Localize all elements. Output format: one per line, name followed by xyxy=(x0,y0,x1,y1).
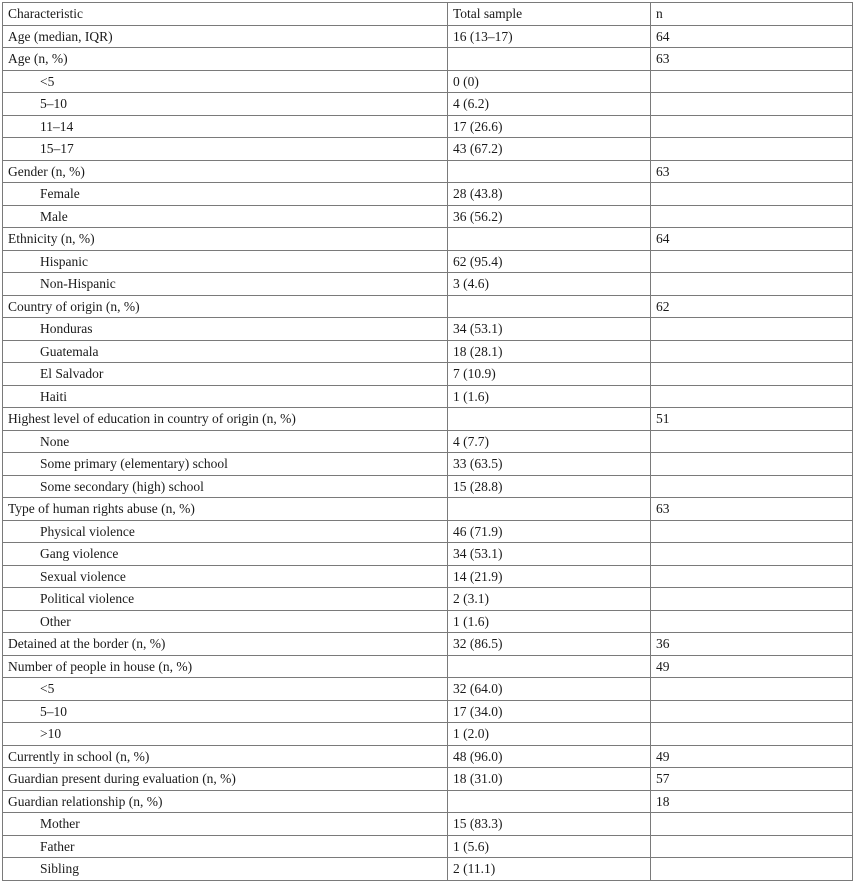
cell-total-sample: 17 (34.0) xyxy=(448,700,651,723)
cell-characteristic: Country of origin (n, %) xyxy=(3,295,448,318)
table-header-row xyxy=(3,3,853,26)
cell-total-sample: 36 (56.2) xyxy=(448,205,651,228)
cell-total-sample: 15 (28.8) xyxy=(448,475,651,498)
table-row xyxy=(3,813,853,836)
cell-n xyxy=(651,318,853,341)
cell-n: 64 xyxy=(651,228,853,251)
cell-total-sample: 33 (63.5) xyxy=(448,453,651,476)
cell-n: 63 xyxy=(651,160,853,183)
cell-characteristic: Ethnicity (n, %) xyxy=(3,228,448,251)
cell-characteristic: Gang violence xyxy=(3,543,448,566)
cell-characteristic: Sexual violence xyxy=(3,565,448,588)
cell-total-sample: 18 (31.0) xyxy=(448,768,651,791)
cell-n: 36 xyxy=(651,633,853,656)
cell-n: 63 xyxy=(651,48,853,71)
cell-n xyxy=(651,813,853,836)
cell-total-sample: 62 (95.4) xyxy=(448,250,651,273)
table-row xyxy=(3,205,853,228)
cell-total-sample: 48 (96.0) xyxy=(448,745,651,768)
table-row xyxy=(3,498,853,521)
cell-n xyxy=(651,565,853,588)
table-row xyxy=(3,340,853,363)
cell-total-sample: 46 (71.9) xyxy=(448,520,651,543)
cell-characteristic: Female xyxy=(3,183,448,206)
table-row xyxy=(3,790,853,813)
cell-characteristic: Type of human rights abuse (n, %) xyxy=(3,498,448,521)
cell-total-sample: 1 (2.0) xyxy=(448,723,651,746)
cell-total-sample: 4 (7.7) xyxy=(448,430,651,453)
cell-characteristic: Other xyxy=(3,610,448,633)
table-row xyxy=(3,430,853,453)
table-row xyxy=(3,723,853,746)
cell-characteristic: Age (n, %) xyxy=(3,48,448,71)
table-row xyxy=(3,183,853,206)
cell-characteristic: Father xyxy=(3,835,448,858)
cell-total-sample: 17 (26.6) xyxy=(448,115,651,138)
characteristics-table xyxy=(2,2,853,881)
cell-total-sample: 34 (53.1) xyxy=(448,318,651,341)
cell-characteristic: Mother xyxy=(3,813,448,836)
table-row xyxy=(3,115,853,138)
table-row xyxy=(3,700,853,723)
cell-n xyxy=(651,520,853,543)
cell-characteristic: <5 xyxy=(3,678,448,701)
cell-total-sample: 1 (1.6) xyxy=(448,610,651,633)
cell-n xyxy=(651,250,853,273)
cell-n xyxy=(651,138,853,161)
cell-characteristic: Honduras xyxy=(3,318,448,341)
table-row xyxy=(3,543,853,566)
cell-total-sample: 1 (5.6) xyxy=(448,835,651,858)
cell-n xyxy=(651,93,853,116)
cell-total-sample: 7 (10.9) xyxy=(448,363,651,386)
cell-n xyxy=(651,115,853,138)
table-row xyxy=(3,295,853,318)
cell-total-sample: 2 (11.1) xyxy=(448,858,651,881)
cell-characteristic: None xyxy=(3,430,448,453)
table-row xyxy=(3,228,853,251)
cell-characteristic: 15–17 xyxy=(3,138,448,161)
table-row xyxy=(3,745,853,768)
cell-characteristic: Detained at the border (n, %) xyxy=(3,633,448,656)
cell-n: 64 xyxy=(651,25,853,48)
table-row xyxy=(3,610,853,633)
cell-characteristic: <5 xyxy=(3,70,448,93)
cell-characteristic: 11–14 xyxy=(3,115,448,138)
cell-characteristic: Physical violence xyxy=(3,520,448,543)
cell-characteristic: Guardian relationship (n, %) xyxy=(3,790,448,813)
table-row xyxy=(3,858,853,881)
cell-characteristic: Highest level of education in country of origin (n, %) xyxy=(3,408,448,431)
table-row xyxy=(3,363,853,386)
table-row xyxy=(3,273,853,296)
header-n: n xyxy=(651,3,853,26)
cell-characteristic: Some secondary (high) school xyxy=(3,475,448,498)
cell-n xyxy=(651,273,853,296)
table-row xyxy=(3,160,853,183)
cell-n: 49 xyxy=(651,655,853,678)
cell-characteristic: Currently in school (n, %) xyxy=(3,745,448,768)
table-row xyxy=(3,835,853,858)
cell-n xyxy=(651,340,853,363)
table-row xyxy=(3,70,853,93)
cell-n xyxy=(651,723,853,746)
cell-total-sample xyxy=(448,655,651,678)
cell-n xyxy=(651,453,853,476)
table-row xyxy=(3,318,853,341)
cell-total-sample: 32 (64.0) xyxy=(448,678,651,701)
cell-n xyxy=(651,858,853,881)
table-row xyxy=(3,588,853,611)
cell-n: 62 xyxy=(651,295,853,318)
header-characteristic: Characteristic xyxy=(3,3,448,26)
table-row xyxy=(3,678,853,701)
table-row xyxy=(3,520,853,543)
cell-characteristic: Gender (n, %) xyxy=(3,160,448,183)
cell-n: 63 xyxy=(651,498,853,521)
cell-total-sample: 18 (28.1) xyxy=(448,340,651,363)
cell-n xyxy=(651,835,853,858)
cell-total-sample xyxy=(448,790,651,813)
cell-total-sample xyxy=(448,48,651,71)
table-row xyxy=(3,48,853,71)
cell-total-sample xyxy=(448,160,651,183)
cell-characteristic: Guardian present during evaluation (n, %) xyxy=(3,768,448,791)
table-row xyxy=(3,633,853,656)
table-row xyxy=(3,408,853,431)
cell-characteristic: Guatemala xyxy=(3,340,448,363)
cell-n xyxy=(651,700,853,723)
cell-total-sample: 34 (53.1) xyxy=(448,543,651,566)
cell-total-sample: 43 (67.2) xyxy=(448,138,651,161)
table-row xyxy=(3,250,853,273)
cell-n xyxy=(651,70,853,93)
table-row xyxy=(3,655,853,678)
cell-total-sample: 2 (3.1) xyxy=(448,588,651,611)
cell-n xyxy=(651,385,853,408)
cell-total-sample xyxy=(448,228,651,251)
cell-n xyxy=(651,610,853,633)
table-row xyxy=(3,565,853,588)
cell-total-sample: 16 (13–17) xyxy=(448,25,651,48)
cell-total-sample xyxy=(448,408,651,431)
cell-characteristic: Haiti xyxy=(3,385,448,408)
cell-characteristic: El Salvador xyxy=(3,363,448,386)
cell-characteristic: 5–10 xyxy=(3,700,448,723)
cell-total-sample: 1 (1.6) xyxy=(448,385,651,408)
cell-n xyxy=(651,678,853,701)
cell-characteristic: Political violence xyxy=(3,588,448,611)
cell-characteristic: 5–10 xyxy=(3,93,448,116)
cell-n xyxy=(651,543,853,566)
table-row xyxy=(3,768,853,791)
cell-total-sample: 14 (21.9) xyxy=(448,565,651,588)
table-row xyxy=(3,93,853,116)
cell-characteristic: Some primary (elementary) school xyxy=(3,453,448,476)
cell-characteristic: >10 xyxy=(3,723,448,746)
cell-n: 57 xyxy=(651,768,853,791)
cell-n xyxy=(651,205,853,228)
cell-characteristic: Hispanic xyxy=(3,250,448,273)
cell-n xyxy=(651,363,853,386)
cell-characteristic: Number of people in house (n, %) xyxy=(3,655,448,678)
cell-characteristic: Male xyxy=(3,205,448,228)
cell-total-sample: 4 (6.2) xyxy=(448,93,651,116)
cell-n: 18 xyxy=(651,790,853,813)
cell-characteristic: Sibling xyxy=(3,858,448,881)
cell-total-sample xyxy=(448,295,651,318)
cell-n: 51 xyxy=(651,408,853,431)
cell-n xyxy=(651,588,853,611)
cell-total-sample: 15 (83.3) xyxy=(448,813,651,836)
cell-n xyxy=(651,475,853,498)
table-body xyxy=(3,25,853,880)
table-row xyxy=(3,475,853,498)
header-total-sample: Total sample xyxy=(448,3,651,26)
cell-n xyxy=(651,430,853,453)
table-row xyxy=(3,385,853,408)
cell-n: 49 xyxy=(651,745,853,768)
cell-total-sample: 28 (43.8) xyxy=(448,183,651,206)
table-row xyxy=(3,25,853,48)
cell-n xyxy=(651,183,853,206)
cell-characteristic: Age (median, IQR) xyxy=(3,25,448,48)
cell-total-sample xyxy=(448,498,651,521)
table-row xyxy=(3,138,853,161)
cell-total-sample: 3 (4.6) xyxy=(448,273,651,296)
cell-characteristic: Non-Hispanic xyxy=(3,273,448,296)
cell-total-sample: 0 (0) xyxy=(448,70,651,93)
table-row xyxy=(3,453,853,476)
cell-total-sample: 32 (86.5) xyxy=(448,633,651,656)
